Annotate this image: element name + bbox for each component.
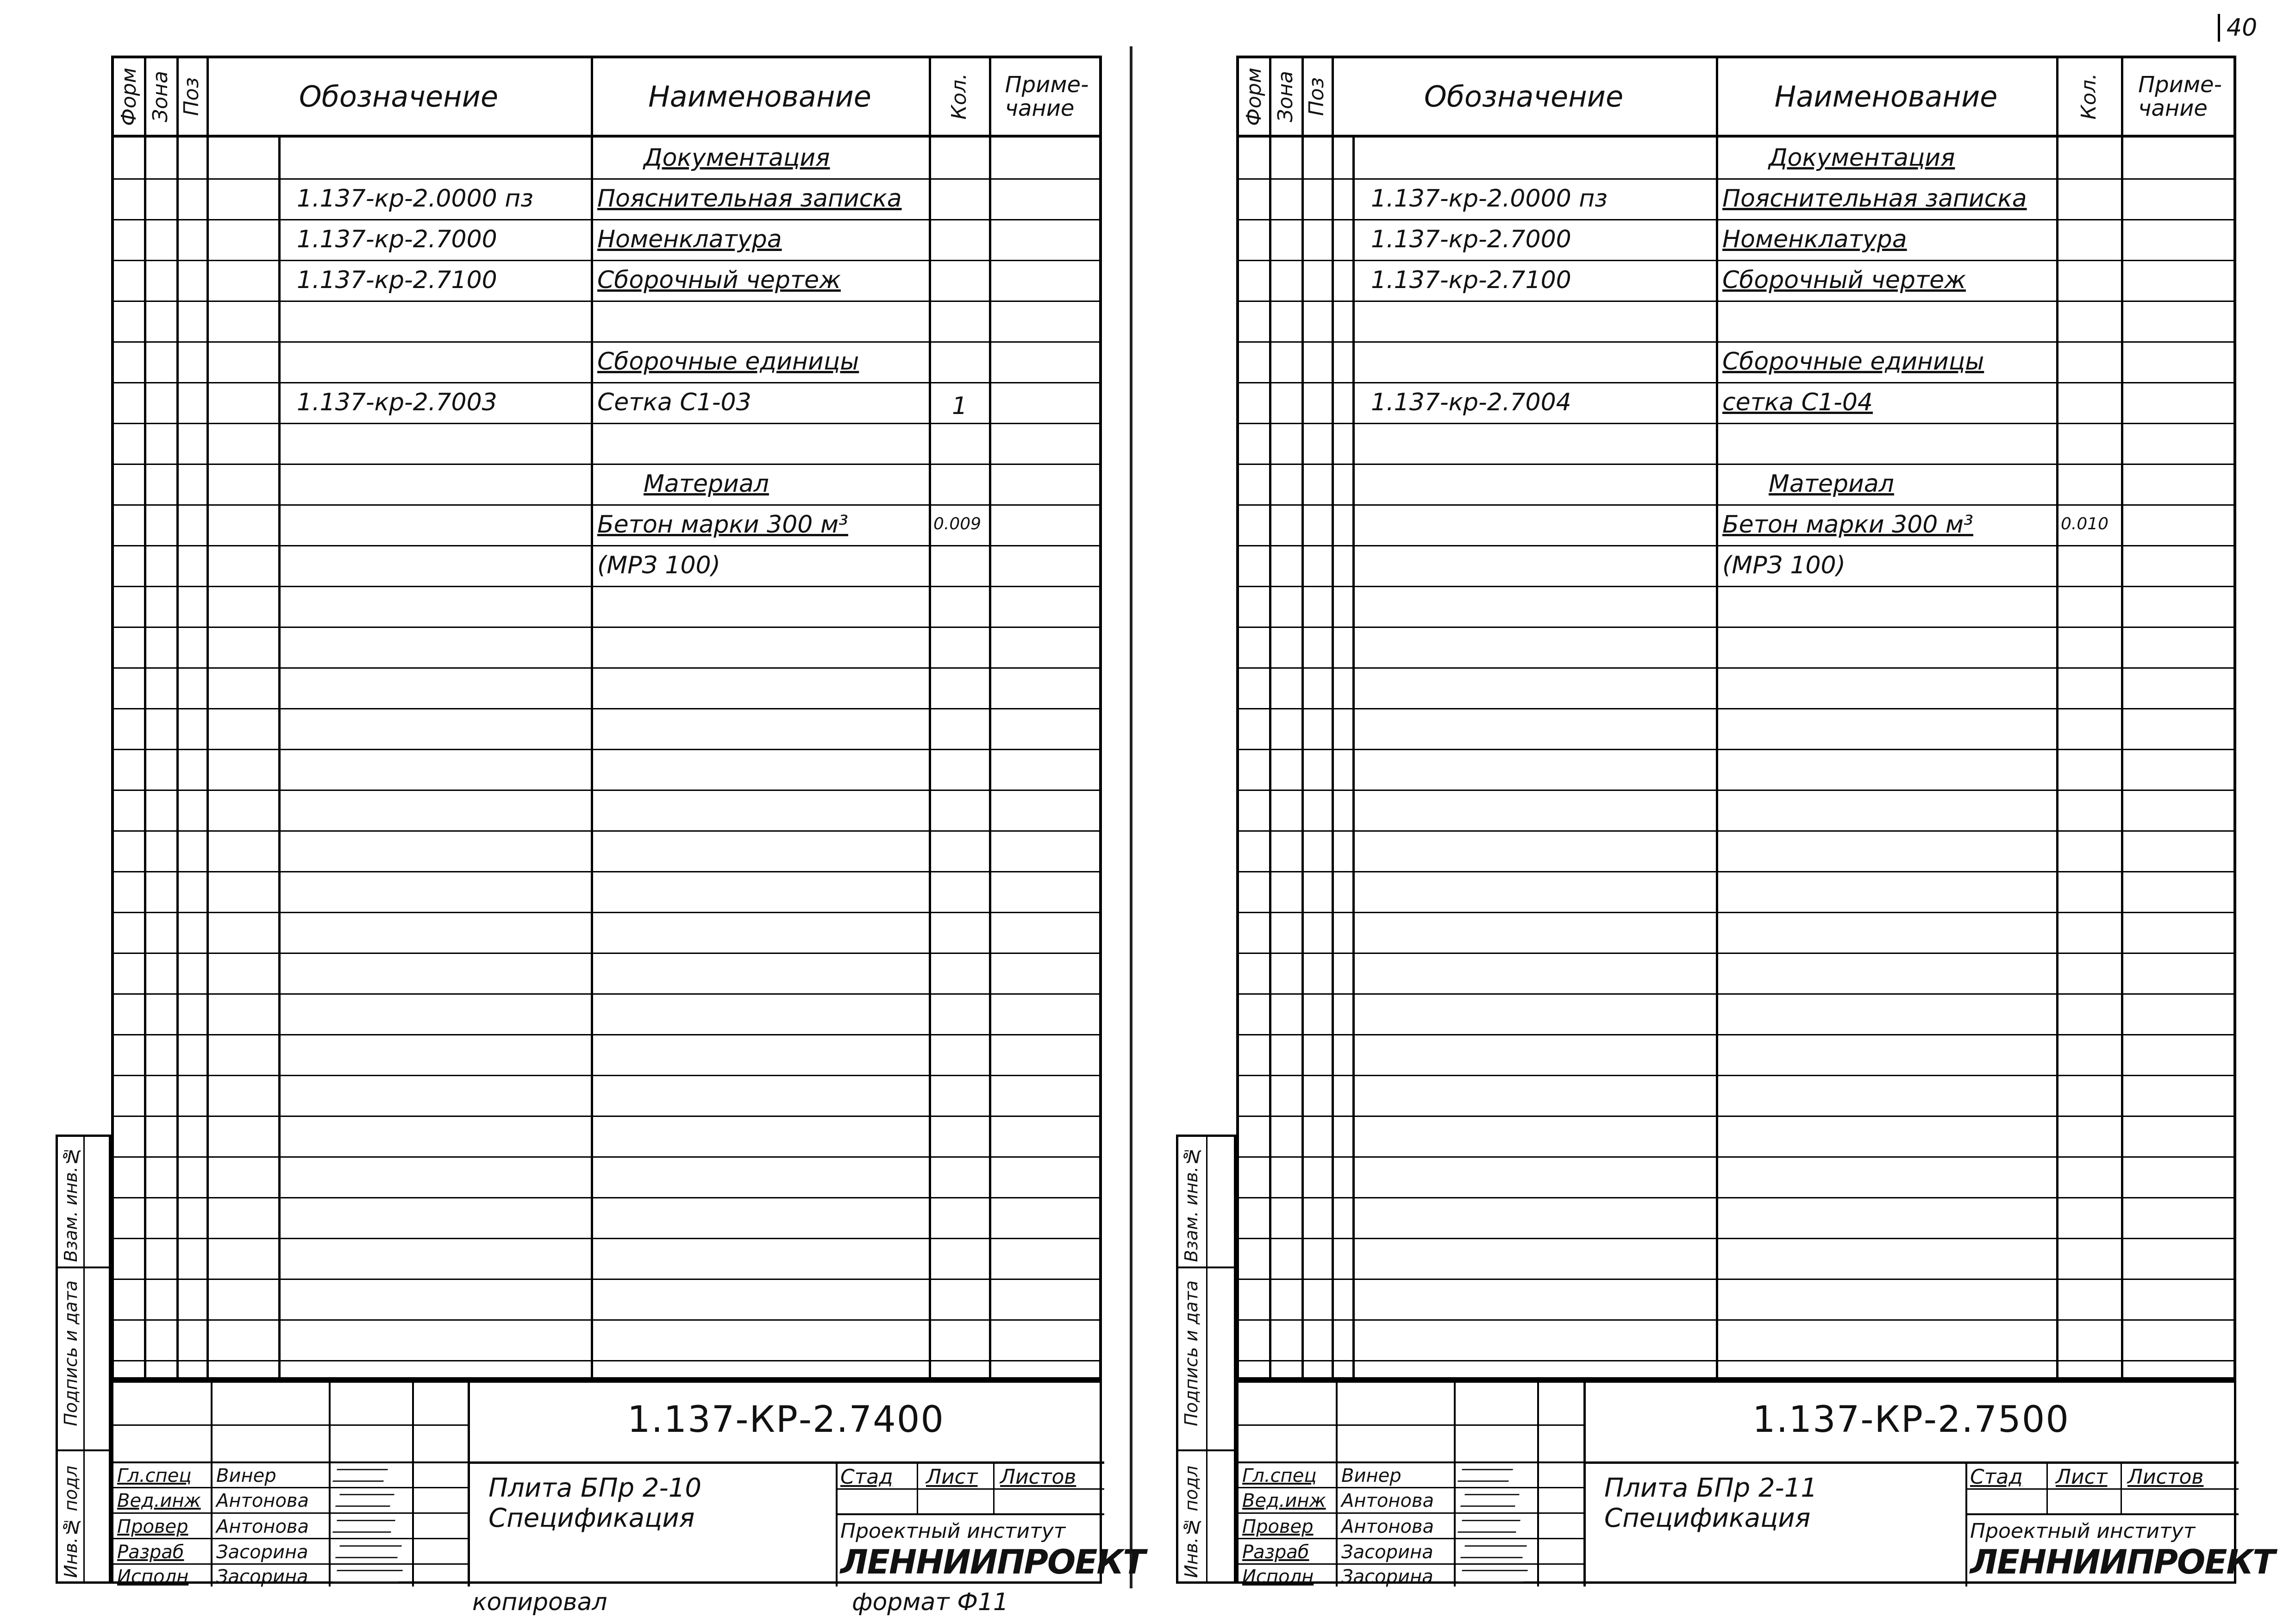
table-row <box>114 1279 1099 1280</box>
table-row <box>1239 1075 2233 1076</box>
table-row <box>114 301 1099 302</box>
stamp-line <box>1239 1538 1583 1539</box>
stage-label: Стад <box>1970 1465 2023 1489</box>
stamp-line <box>113 1487 468 1488</box>
header-note-label: Приме- чание <box>2138 72 2222 121</box>
table-row <box>1239 912 2233 913</box>
side-split <box>83 1137 85 1581</box>
header-qty <box>929 58 989 135</box>
table-row <box>114 382 1099 383</box>
stamp-line <box>2121 1461 2122 1513</box>
sheets-count-label: Листов <box>1000 1465 1076 1489</box>
table-row <box>114 260 1099 261</box>
stamp-person: Антонова <box>1341 1516 1434 1537</box>
stamp-line <box>113 1538 468 1539</box>
header-qty <box>2056 58 2121 135</box>
table-row <box>114 178 1099 180</box>
table-row <box>1239 301 2233 302</box>
row-designation: 1.137-кр-2.7003 <box>297 389 497 416</box>
table-row <box>1239 1360 2233 1361</box>
side-label-podpis-data: Подпись и дата <box>61 1280 81 1426</box>
table-header <box>1239 58 2233 138</box>
side-label-podpis-data: Подпись и дата <box>1181 1280 1201 1426</box>
table-row <box>1239 993 2233 995</box>
stamp-line <box>113 1563 468 1565</box>
header-format <box>1239 58 1269 135</box>
stamp-role: Вед.инж <box>1242 1490 1326 1511</box>
stamp-line <box>1239 1512 1583 1514</box>
column-divider <box>144 58 146 1377</box>
stamp-person: Винер <box>1341 1465 1401 1486</box>
header-name-label: Наименование <box>1774 80 1998 113</box>
stamp-line <box>993 1461 995 1513</box>
row-name: Номенклатура <box>597 226 782 253</box>
row-designation: 1.137-кр-2.7004 <box>1371 389 1571 416</box>
table-row <box>114 912 1099 913</box>
header-pos <box>1301 58 1332 135</box>
column-divider <box>989 58 991 1377</box>
stamp-person: Засорина <box>1341 1566 1433 1587</box>
stage-label: Стад <box>840 1465 893 1489</box>
stamp-role: Разраб <box>1242 1542 1309 1563</box>
signature-mark <box>335 1545 402 1558</box>
side-split <box>1206 1137 1207 1581</box>
row-qty: 0.010 <box>2061 514 2109 533</box>
row-name: Материал <box>644 470 769 498</box>
table-row <box>1239 790 2233 791</box>
side-label-vzam-inv: Взам. инв.№ <box>61 1146 81 1262</box>
table-row <box>114 993 1099 995</box>
column-divider <box>2056 58 2058 1377</box>
stamp-role: Вед.инж <box>117 1490 201 1511</box>
table-row <box>114 1156 1099 1158</box>
table-row <box>1239 708 2233 709</box>
row-name: Сборочные единицы <box>1722 348 1984 376</box>
stamp-role: Гл.спец <box>117 1465 192 1486</box>
row-designation: 1.137-кр-2.7100 <box>1371 266 1571 294</box>
table-row <box>114 1238 1099 1239</box>
header-zone <box>1269 58 1301 135</box>
table-row <box>114 830 1099 832</box>
row-name: (МРЗ 100) <box>597 552 720 579</box>
side-label-inv-podl: Инв.№ подл <box>61 1466 81 1578</box>
column-divider <box>176 58 179 1377</box>
stamp-role: Разраб <box>117 1542 184 1563</box>
header-designation-label: Обозначение <box>299 80 499 113</box>
stamp-role: Провер <box>117 1516 188 1537</box>
header-note-label: Приме- чание <box>1005 72 1089 121</box>
footer-copied-note: копировал <box>472 1588 607 1616</box>
header-format <box>114 58 144 135</box>
institute-label: Проектный институт <box>1970 1519 2196 1543</box>
column-divider <box>1716 58 1718 1377</box>
header-mask <box>276 58 282 135</box>
table-row <box>114 667 1099 669</box>
signature-mark <box>1458 1520 1520 1533</box>
footer-format-note: формат Ф11 <box>852 1588 1009 1616</box>
table-row <box>1239 1034 2233 1035</box>
stamp-role: Гл.спец <box>1242 1465 1317 1486</box>
header-pos-label: Поз <box>180 77 203 116</box>
stamp-person: Антонова <box>216 1490 309 1511</box>
table-row <box>114 1319 1099 1321</box>
header-note <box>2121 58 2236 135</box>
header-pos <box>176 58 206 135</box>
row-name: Документация <box>1769 144 1955 172</box>
side-stamp-strip <box>1176 1135 1236 1584</box>
header-name <box>1716 58 2056 135</box>
stamp-person: Засорина <box>216 1566 308 1587</box>
row-name: Сборочный чертеж <box>1722 266 1966 294</box>
row-name: Сборочный чертеж <box>597 266 841 294</box>
stamp-line <box>836 1513 1104 1515</box>
table-row <box>1239 341 2233 343</box>
stamp-line <box>1336 1383 1338 1586</box>
stamp-role: Провер <box>1242 1516 1314 1537</box>
stamp-person: Антонова <box>1341 1490 1434 1511</box>
header-zone <box>144 58 176 135</box>
column-divider <box>1332 58 1334 1377</box>
table-row <box>114 749 1099 750</box>
stamp-role: Исполн <box>117 1566 189 1587</box>
table-row <box>1239 1156 2233 1158</box>
stamp-line <box>412 1383 414 1586</box>
row-name: Бетон марки 300 м³ <box>1722 511 1973 539</box>
table-row <box>114 586 1099 587</box>
header-designation <box>206 58 591 135</box>
institute-label: Проектный институт <box>840 1519 1066 1543</box>
table-row <box>1239 1116 2233 1117</box>
row-name: Пояснительная записка <box>1722 185 2027 213</box>
table-row <box>114 464 1099 465</box>
table-row <box>1239 178 2233 180</box>
sheet-label: Лист <box>926 1465 978 1489</box>
stamp-line <box>1965 1513 2239 1515</box>
table-row <box>114 1197 1099 1198</box>
table-row <box>114 341 1099 343</box>
header-name-label: Наименование <box>648 80 871 113</box>
institute-name: ЛЕННИИПРОЕКТ <box>840 1542 1145 1581</box>
header-note <box>989 58 1102 135</box>
row-designation: 1.137-кр-2.7000 <box>297 226 497 253</box>
row-designation: 1.137-кр-2.0000 пз <box>1371 185 1608 213</box>
table-row <box>114 627 1099 628</box>
header-designation <box>1332 58 1716 135</box>
stamp-role: Исполн <box>1242 1566 1314 1587</box>
table-row <box>114 219 1099 220</box>
table-row <box>114 790 1099 791</box>
row-name: Документация <box>644 144 830 172</box>
header-qty-label: Кол. <box>947 73 971 120</box>
side-label-inv-podl: Инв.№ подл <box>1181 1466 1201 1578</box>
row-name: Материал <box>1769 470 1894 498</box>
signature-mark <box>1458 1469 1513 1482</box>
column-divider <box>1301 58 1304 1377</box>
row-name: (МРЗ 100) <box>1722 552 1846 579</box>
spec-table <box>111 56 1102 1380</box>
table-row <box>1239 260 2233 261</box>
stamp-line <box>1537 1383 1539 1586</box>
drawing-code: 1.137-КР-2.7500 <box>1752 1399 2070 1441</box>
side-label-vzam-inv: Взам. инв.№ <box>1181 1146 1201 1262</box>
table-row <box>114 504 1099 506</box>
header-zone-label: Зона <box>148 71 172 122</box>
side-stamp-strip <box>56 1135 111 1584</box>
stamp-line <box>468 1461 1104 1464</box>
table-row <box>1239 627 2233 628</box>
stamp-person: Антонова <box>216 1516 309 1537</box>
header-qty-label: Кол. <box>2077 73 2101 120</box>
column-divider <box>2121 58 2123 1377</box>
table-header <box>114 58 1099 138</box>
spec-table <box>1236 56 2236 1380</box>
stamp-person: Винер <box>216 1465 276 1486</box>
stamp-line <box>1583 1461 2239 1464</box>
sheet-label: Лист <box>2056 1465 2108 1489</box>
column-divider <box>591 58 593 1377</box>
header-pos-label: Поз <box>1305 77 1328 116</box>
signature-mark <box>332 1570 403 1583</box>
table-row <box>1239 871 2233 872</box>
table-row <box>1239 219 2233 220</box>
row-designation: 1.137-кр-2.7100 <box>297 266 497 294</box>
sheets-count-label: Листов <box>2127 1465 2204 1489</box>
table-row <box>114 1360 1099 1361</box>
page-number: 40 <box>2218 14 2257 42</box>
stamp-line <box>113 1461 468 1463</box>
table-row <box>1239 382 2233 383</box>
stamp-line <box>1239 1487 1583 1488</box>
signature-mark <box>332 1469 388 1482</box>
signature-mark <box>1460 1494 1520 1507</box>
row-name: сетка С1-04 <box>1722 389 1873 416</box>
signature-mark <box>335 1494 394 1507</box>
stamp-line <box>1454 1383 1456 1586</box>
signature-mark <box>1458 1570 1528 1583</box>
row-name: Сетка С1-03 <box>597 389 751 416</box>
row-name: Сборочные единицы <box>597 348 859 376</box>
row-name: Пояснительная записка <box>597 185 902 213</box>
table-row <box>114 871 1099 872</box>
header-designation-label: Обозначение <box>1424 80 1624 113</box>
table-row <box>114 1075 1099 1076</box>
stamp-line <box>1239 1461 1583 1463</box>
header-format-label: Форм <box>1242 67 1266 126</box>
table-row <box>114 1034 1099 1035</box>
row-designation: 1.137-кр-2.7000 <box>1371 226 1571 253</box>
header-mask <box>1351 58 1356 135</box>
stamp-line <box>836 1461 838 1586</box>
title-block <box>111 1380 1145 1587</box>
stamp-line <box>1239 1563 1583 1565</box>
drawing-code: 1.137-КР-2.7400 <box>627 1399 945 1441</box>
stamp-person: Засорина <box>1341 1542 1433 1563</box>
table-row <box>114 708 1099 709</box>
drawing-subtitle: Спецификация <box>1604 1503 1811 1533</box>
stamp-line <box>113 1512 468 1514</box>
table-row <box>114 953 1099 954</box>
header-format-label: Форм <box>117 67 141 126</box>
stamp-line <box>211 1383 213 1586</box>
table-row <box>1239 423 2233 424</box>
column-divider <box>929 58 931 1377</box>
column-divider <box>278 58 281 1377</box>
table-row <box>1239 1238 2233 1239</box>
table-row <box>114 545 1099 546</box>
table-row <box>1239 749 2233 750</box>
row-name: Номенклатура <box>1722 226 1907 253</box>
stamp-line <box>113 1424 468 1426</box>
column-divider <box>1269 58 1271 1377</box>
row-designation: 1.137-кр-2.0000 пз <box>297 185 533 213</box>
table-row <box>1239 1279 2233 1280</box>
table-row <box>1239 1319 2233 1321</box>
row-name: Бетон марки 300 м³ <box>597 511 848 539</box>
table-row <box>1239 830 2233 832</box>
table-row <box>1239 586 2233 587</box>
stamp-person: Засорина <box>216 1542 308 1563</box>
stamp-line <box>329 1383 331 1586</box>
drawing-title: Плита БПр 2-11 <box>1604 1473 1818 1503</box>
header-name <box>591 58 929 135</box>
column-divider <box>1352 58 1355 1377</box>
stamp-line <box>1239 1424 1583 1426</box>
column-divider <box>206 58 209 1377</box>
stamp-line <box>917 1461 918 1513</box>
table-row <box>1239 1197 2233 1198</box>
row-qty: 1 <box>952 392 968 420</box>
table-row <box>1239 667 2233 669</box>
table-row <box>1239 504 2233 506</box>
table-row <box>1239 545 2233 546</box>
spec-sheet-1 <box>61 0 1145 1624</box>
header-zone-label: Зона <box>1273 71 1297 122</box>
stamp-line <box>1965 1461 1967 1586</box>
drawing-subtitle: Спецификация <box>488 1503 695 1533</box>
signature-mark <box>332 1520 395 1533</box>
table-row <box>114 1116 1099 1117</box>
row-qty: 0.009 <box>933 514 982 533</box>
table-row <box>1239 464 2233 465</box>
table-row <box>1239 953 2233 954</box>
signature-mark <box>1460 1545 1527 1558</box>
title-block <box>1236 1380 2275 1587</box>
stamp-line <box>2046 1461 2048 1513</box>
table-row <box>114 423 1099 424</box>
sheet-divider <box>1130 46 1132 1588</box>
drawing-title: Плита БПр 2-10 <box>488 1473 702 1503</box>
institute-name: ЛЕННИИПРОЕКТ <box>1970 1542 2275 1581</box>
